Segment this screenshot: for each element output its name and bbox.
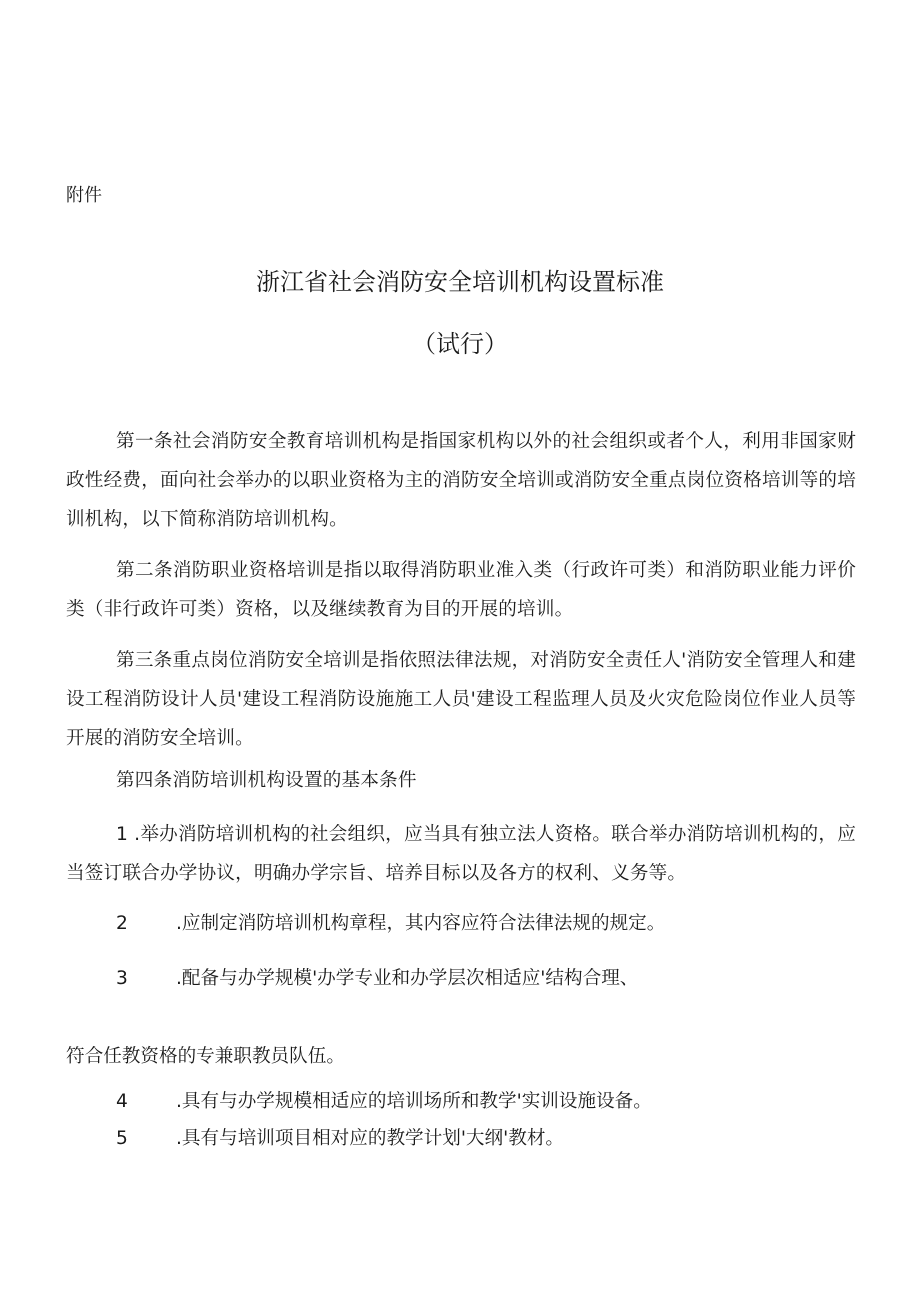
condition-number: 2 [116, 913, 128, 934]
condition-1: 1 .举办消防培训机构的社会组织，应当具有独立法人资格。联合举办消防培训机构的，应当签订联合办学协议，明确办学宗旨、培养目标以及各方的权利、义务等。 [66, 824, 856, 884]
article-3: 第三条重点岗位消防安全培训是指依照法律法规，对消防安全责任人'消防安全管理人和建设工程消防设计人员'建设工程消防设施施工人员'建设工程监理人员及火灾危险岗位作业人员等开展的消防安全培训。 [66, 650, 856, 749]
condition-text: .具有与培训项目相对应的教学计划'大纲'教材。 [176, 1128, 565, 1149]
article-4-heading: 第四条消防培训机构设置的基本条件 [116, 770, 417, 791]
condition-3 [116, 964, 638, 994]
condition-5 [116, 1124, 564, 1154]
document-subtitle: （试行） [412, 330, 508, 358]
article-1: 第一条社会消防安全教育培训机构是指国家机构以外的社会组织或者个人，利用非国家财政性经费，面向社会举办的以职业资格为主的消防安全培训或消防安全重点岗位资格培训等的培训机构，以下简称消防培训机构。 [66, 431, 856, 530]
article-2: 第二条消防职业资格培训是指以取得消防职业准入类（行政许可类）和消防职业能力评价类（非行政许可类）资格，以及继续教育为目的开展的培训。 [66, 560, 856, 620]
condition-text: .配备与办学规模'办学专业和办学层次相适应'结构合理、 [176, 968, 639, 989]
condition-4 [116, 1087, 652, 1117]
condition-text: .应制定消防培训机构章程，其内容应符合法律法规的规定。 [176, 913, 666, 934]
condition-number: 5 [116, 1128, 128, 1149]
condition-text: .具有与办学规模相适应的培训场所和教学'实训设施设备。 [176, 1091, 652, 1112]
attachment-label: 附件 [66, 185, 102, 206]
condition-number: 3 [116, 968, 128, 989]
condition-3-continued: 符合任教资格的专兼职教员队伍。 [66, 1046, 345, 1067]
condition-number: 4 [116, 1091, 128, 1112]
document-title: 浙江省社会消防安全培训机构设置标准 [256, 268, 664, 296]
condition-2 [116, 909, 665, 939]
